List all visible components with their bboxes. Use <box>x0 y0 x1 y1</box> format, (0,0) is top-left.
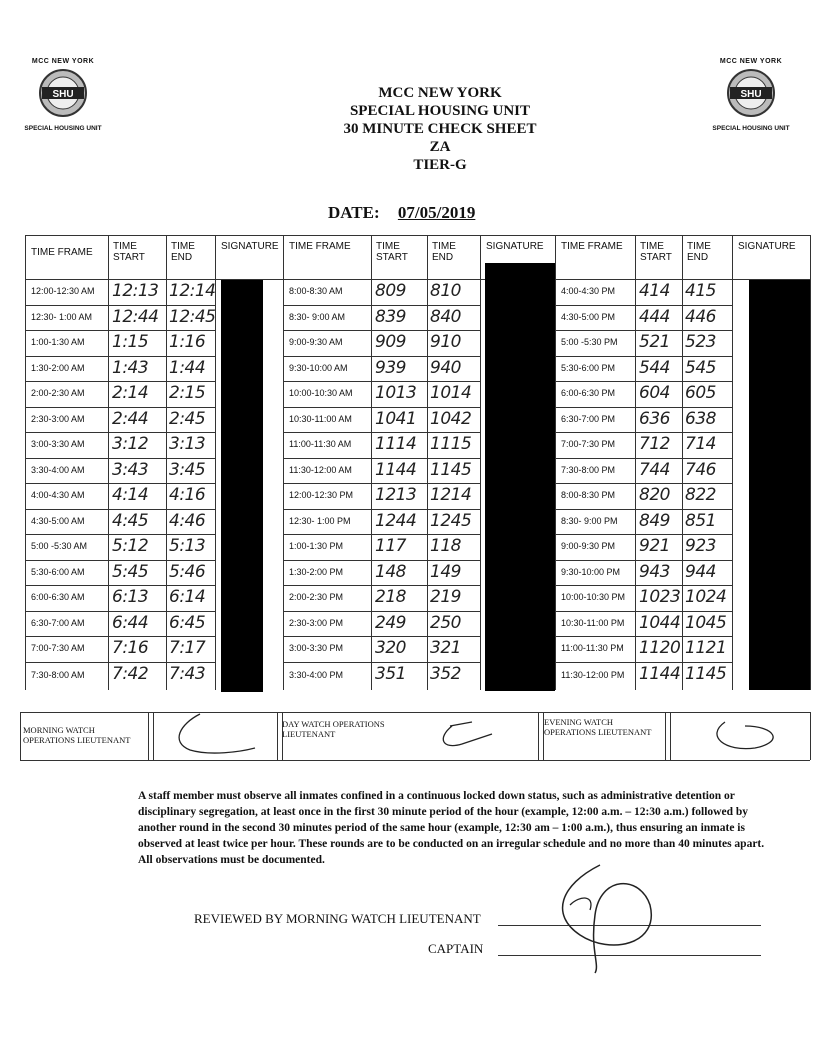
time-frame-cell: 3:30-4:00 AM <box>31 465 85 475</box>
table-row-line <box>555 534 732 535</box>
time-frame-cell: 7:00-7:30 AM <box>31 643 85 653</box>
table-vertical-line <box>283 235 284 690</box>
time-frame-cell: 3:00-3:30 AM <box>31 439 85 449</box>
table-row-line <box>283 636 480 637</box>
time-start-cell: 7:42 <box>112 664 149 684</box>
time-end-cell: 7:17 <box>169 638 206 658</box>
column-header-time-start: TIME START <box>376 241 408 263</box>
logo-left-bottom-text: SPECIAL HOUSING UNIT <box>24 125 102 132</box>
time-end-cell: 7:43 <box>169 664 206 684</box>
time-frame-cell: 10:30-11:00 AM <box>289 414 352 424</box>
column-header-time-start: TIME START <box>113 241 145 263</box>
column-header-time-end: TIME END <box>687 241 711 263</box>
time-start-cell: 712 <box>639 434 670 454</box>
time-start-cell: 1120 <box>639 638 681 658</box>
table-row-line <box>283 381 480 382</box>
time-start-cell: 6:13 <box>112 587 149 607</box>
time-start-cell: 921 <box>639 536 670 556</box>
time-end-cell: 219 <box>430 587 461 607</box>
time-end-cell: 1121 <box>685 638 727 658</box>
time-end-cell: 1014 <box>430 383 472 403</box>
table-row-line <box>283 611 480 612</box>
table-vertical-line <box>108 235 109 690</box>
document-header <box>250 84 630 174</box>
time-start-cell: 909 <box>375 332 406 352</box>
time-frame-cell: 10:30-11:00 PM <box>561 618 625 628</box>
table-row-line <box>25 636 215 637</box>
time-frame-cell: 11:30-12:00 PM <box>561 670 625 680</box>
column-header-time-end: TIME END <box>171 241 195 263</box>
time-end-cell: 12:45 <box>169 307 216 327</box>
time-start-cell: 604 <box>639 383 670 403</box>
header-line-4: ZA <box>429 139 451 155</box>
time-frame-cell: 9:30-10:00 AM <box>289 363 348 373</box>
time-end-cell: 714 <box>685 434 716 454</box>
time-start-cell: 414 <box>639 281 670 301</box>
header-line-2: SPECIAL HOUSING UNIT <box>349 103 531 119</box>
time-start-cell: 1041 <box>375 409 417 429</box>
time-frame-cell: 10:00-10:30 PM <box>561 592 626 602</box>
table-vertical-line <box>427 235 428 690</box>
time-frame-cell: 8:30- 9:00 AM <box>289 312 346 322</box>
time-end-cell: 822 <box>685 485 716 505</box>
time-end-cell: 118 <box>430 536 461 556</box>
time-frame-cell: 2:00-2:30 PM <box>289 592 344 602</box>
logo-left <box>18 58 108 132</box>
captain-label: CAPTAIN <box>428 941 484 956</box>
time-frame-cell: 6:00-6:30 PM <box>561 388 616 398</box>
time-end-cell: 851 <box>685 511 716 531</box>
table-row-line <box>555 407 732 408</box>
time-end-cell: 6:45 <box>169 613 206 633</box>
time-frame-cell: 4:30-5:00 PM <box>561 312 616 322</box>
time-end-cell: 3:13 <box>169 434 206 454</box>
time-start-cell: 249 <box>375 613 406 633</box>
evening-watch-label: EVENING WATCH OPERATIONS LIEUTENANT <box>544 717 652 737</box>
time-frame-cell: 1:30-2:00 PM <box>289 567 344 577</box>
logo-right <box>706 58 796 132</box>
table-row-line <box>25 509 215 510</box>
watch-signoff-row <box>20 712 810 762</box>
table-vertical-line <box>810 235 811 690</box>
shu-seal-icon <box>38 68 88 118</box>
time-start-cell: 351 <box>375 664 406 684</box>
watch-bottom-line <box>20 760 810 761</box>
time-start-cell: 3:12 <box>112 434 149 454</box>
time-end-cell: 2:15 <box>169 383 206 403</box>
time-end-cell: 149 <box>430 562 461 582</box>
watch-vertical-line <box>148 712 149 760</box>
time-start-cell: 12:44 <box>112 307 159 327</box>
time-end-cell: 523 <box>685 332 716 352</box>
date-line <box>328 203 475 223</box>
time-frame-cell: 11:00-11:30 AM <box>289 439 352 449</box>
table-vertical-line <box>480 235 481 690</box>
table-row-line <box>555 560 732 561</box>
table-vertical-line <box>682 235 683 690</box>
seal-text: SHU <box>52 89 74 100</box>
time-end-cell: 923 <box>685 536 716 556</box>
watch-top-line <box>20 712 810 713</box>
time-start-cell: 544 <box>639 358 670 378</box>
table-row-line <box>283 458 480 459</box>
time-end-cell: 1115 <box>430 434 472 454</box>
redacted-signature-block <box>749 280 810 690</box>
time-start-cell: 849 <box>639 511 670 531</box>
table-row-line <box>25 356 215 357</box>
time-frame-cell: 8:30- 9:00 PM <box>561 516 618 526</box>
time-start-cell: 117 <box>375 536 406 556</box>
time-end-cell: 6:14 <box>169 587 206 607</box>
time-frame-cell: 9:00-9:30 PM <box>561 541 616 551</box>
time-start-cell: 820 <box>639 485 670 505</box>
table-vertical-line <box>555 235 556 690</box>
table-row-line <box>555 636 732 637</box>
table-row-line <box>555 458 732 459</box>
day-watch-label: DAY WATCH OPERATIONS LIEUTENANT <box>282 719 385 739</box>
reviewed-by-label: REVIEWED BY MORNING WATCH LIEUTENANT <box>194 911 481 926</box>
time-end-cell: 415 <box>685 281 716 301</box>
time-start-cell: 943 <box>639 562 670 582</box>
table-row-line <box>25 330 215 331</box>
time-start-cell: 6:44 <box>112 613 149 633</box>
instructions-paragraph: A staff member must observe all inmates confined in a continuous locked down status, such as administrative detention or disciplinary segregation, at least once in the first 30 minute period of the hour (example, 12:00 a.m. – 12:30 a.m.) followed by another round in the second 30 minutes period of the same hour (example, 12:30 am – 1:00 a.m.), thus ensuring an inmate is observed at least twice per hour. These rounds are to be conducted on an irregular schedule and no more than 40 minutes apart. All observations must be documented. <box>138 790 765 866</box>
logo-right-top-text: MCC NEW YORK <box>719 58 783 65</box>
time-end-cell: 4:46 <box>169 511 206 531</box>
table-row-line <box>283 356 480 357</box>
check-table <box>25 235 810 690</box>
time-end-cell: 1145 <box>685 664 727 684</box>
morning-watch-label: MORNING WATCH OPERATIONS LIEUTENANT <box>23 725 131 745</box>
time-end-cell: 1045 <box>685 613 727 633</box>
time-start-cell: 1244 <box>375 511 417 531</box>
time-start-cell: 2:44 <box>112 409 149 429</box>
table-row-line <box>25 432 215 433</box>
table-row-line <box>25 483 215 484</box>
time-frame-cell: 4:00-4:30 PM <box>561 286 616 296</box>
time-start-cell: 444 <box>639 307 670 327</box>
time-end-cell: 840 <box>430 307 461 327</box>
time-start-cell: 809 <box>375 281 406 301</box>
table-row-line <box>283 585 480 586</box>
time-end-cell: 1:16 <box>169 332 206 352</box>
table-row-line <box>555 330 732 331</box>
time-start-cell: 1044 <box>639 613 681 633</box>
time-frame-cell: 6:30-7:00 PM <box>561 414 616 424</box>
time-frame-cell: 2:30-3:00 AM <box>31 414 85 424</box>
time-frame-cell: 11:00-11:30 PM <box>561 643 624 653</box>
table-row-line <box>283 662 480 663</box>
table-vertical-line <box>166 235 167 690</box>
time-frame-cell: 12:00-12:30 PM <box>289 490 354 500</box>
table-vertical-line <box>635 235 636 690</box>
time-frame-cell: 6:30-7:00 AM <box>31 618 85 628</box>
time-end-cell: 250 <box>430 613 461 633</box>
watch-vertical-line <box>277 712 278 760</box>
table-row-line <box>25 560 215 561</box>
time-start-cell: 636 <box>639 409 670 429</box>
captain-signature-scribble <box>540 855 690 975</box>
evening-signature-scribble <box>705 712 815 760</box>
time-end-cell: 1024 <box>685 587 727 607</box>
table-row-line <box>25 662 215 663</box>
time-end-cell: 910 <box>430 332 461 352</box>
table-row-line <box>283 330 480 331</box>
column-header-time-end: TIME END <box>432 241 456 263</box>
table-row-line <box>25 407 215 408</box>
time-start-cell: 2:14 <box>112 383 149 403</box>
table-row-line <box>555 356 732 357</box>
time-end-cell: 940 <box>430 358 461 378</box>
table-row-line <box>283 560 480 561</box>
table-row-line <box>283 305 480 306</box>
time-frame-cell: 9:30-10:00 PM <box>561 567 621 577</box>
time-frame-cell: 8:00-8:30 AM <box>289 286 343 296</box>
table-row-line <box>283 407 480 408</box>
time-end-cell: 944 <box>685 562 716 582</box>
column-header-time-frame: TIME FRAME <box>289 241 351 252</box>
time-start-cell: 1144 <box>375 460 417 480</box>
logo-right-bottom-text: SPECIAL HOUSING UNIT <box>712 125 790 132</box>
redacted-signature-block <box>221 280 263 692</box>
header-line-1: MCC NEW YORK <box>378 85 502 101</box>
time-frame-cell: 9:00-9:30 AM <box>289 337 343 347</box>
time-end-cell: 1145 <box>430 460 472 480</box>
column-header-signature: SIGNATURE <box>738 241 796 252</box>
time-end-cell: 1:44 <box>169 358 206 378</box>
header-line-5: TIER-G <box>413 157 467 173</box>
day-signature-scribble <box>432 712 542 760</box>
table-row-line <box>555 432 732 433</box>
time-frame-cell: 8:00-8:30 PM <box>561 490 616 500</box>
watch-vertical-line <box>670 712 671 760</box>
time-end-cell: 746 <box>685 460 716 480</box>
watch-vertical-line <box>20 712 21 760</box>
time-end-cell: 352 <box>430 664 461 684</box>
table-row-line <box>555 585 732 586</box>
time-end-cell: 4:16 <box>169 485 206 505</box>
redacted-signature-block <box>485 263 555 691</box>
time-end-cell: 1245 <box>430 511 472 531</box>
table-row-line <box>25 534 215 535</box>
table-row-line <box>25 585 215 586</box>
time-start-cell: 3:43 <box>112 460 149 480</box>
time-frame-cell: 5:30-6:00 PM <box>561 363 616 373</box>
watch-vertical-line <box>665 712 666 760</box>
time-start-cell: 12:13 <box>112 281 159 301</box>
time-end-cell: 1042 <box>430 409 472 429</box>
table-row-line <box>555 483 732 484</box>
time-end-cell: 446 <box>685 307 716 327</box>
column-header-time-start: TIME START <box>640 241 672 263</box>
table-row-line <box>555 509 732 510</box>
time-frame-cell: 11:30-12:00 AM <box>289 465 352 475</box>
header-line-3: 30 MINUTE CHECK SHEET <box>343 121 537 137</box>
time-start-cell: 5:45 <box>112 562 149 582</box>
time-start-cell: 4:45 <box>112 511 149 531</box>
time-end-cell: 321 <box>430 638 461 658</box>
time-frame-cell: 2:30-3:00 PM <box>289 618 344 628</box>
table-row-line <box>283 534 480 535</box>
table-row-line <box>25 458 215 459</box>
time-end-cell: 638 <box>685 409 716 429</box>
time-start-cell: 744 <box>639 460 670 480</box>
time-frame-cell: 7:00-7:30 PM <box>561 439 616 449</box>
time-start-cell: 1:15 <box>112 332 149 352</box>
table-top-line <box>25 235 810 236</box>
time-end-cell: 545 <box>685 358 716 378</box>
morning-signature-scribble <box>160 712 270 760</box>
time-frame-cell: 3:00-3:30 PM <box>289 643 344 653</box>
table-row-line <box>25 381 215 382</box>
table-row-line <box>555 305 732 306</box>
time-start-cell: 7:16 <box>112 638 149 658</box>
date-value: 07/05/2019 <box>397 203 476 222</box>
table-vertical-line <box>215 235 216 690</box>
table-row-line <box>25 305 215 306</box>
time-frame-cell: 1:00-1:30 AM <box>31 337 85 347</box>
time-frame-cell: 5:00 -5:30 AM <box>31 541 88 551</box>
time-start-cell: 1:43 <box>112 358 149 378</box>
time-frame-cell: 12:30- 1:00 PM <box>289 516 351 526</box>
table-row-line <box>25 611 215 612</box>
time-frame-cell: 5:30-6:00 AM <box>31 567 85 577</box>
column-header-signature: SIGNATURE <box>221 241 279 252</box>
time-frame-cell: 2:00-2:30 AM <box>31 388 85 398</box>
time-end-cell: 5:13 <box>169 536 206 556</box>
time-frame-cell: 4:30-5:00 AM <box>31 516 85 526</box>
date-label: DATE: <box>328 203 380 222</box>
logo-left-top-text: MCC NEW YORK <box>31 58 95 65</box>
time-start-cell: 148 <box>375 562 406 582</box>
time-start-cell: 4:14 <box>112 485 149 505</box>
time-start-cell: 218 <box>375 587 406 607</box>
column-header-time-frame: TIME FRAME <box>31 247 93 258</box>
time-end-cell: 1214 <box>430 485 472 505</box>
time-end-cell: 5:46 <box>169 562 206 582</box>
time-frame-cell: 7:30-8:00 PM <box>561 465 616 475</box>
table-vertical-line <box>25 235 26 690</box>
column-header-time-frame: TIME FRAME <box>561 241 623 252</box>
time-frame-cell: 3:30-4:00 PM <box>289 670 344 680</box>
time-frame-cell: 5:00 -5:30 PM <box>561 337 618 347</box>
time-frame-cell: 4:00-4:30 AM <box>31 490 85 500</box>
time-start-cell: 320 <box>375 638 406 658</box>
time-end-cell: 605 <box>685 383 716 403</box>
time-start-cell: 521 <box>639 332 670 352</box>
watch-vertical-line <box>153 712 154 760</box>
time-start-cell: 5:12 <box>112 536 149 556</box>
time-end-cell: 3:45 <box>169 460 206 480</box>
time-frame-cell: 1:00-1:30 PM <box>289 541 344 551</box>
time-start-cell: 839 <box>375 307 406 327</box>
table-vertical-line <box>371 235 372 690</box>
time-end-cell: 2:45 <box>169 409 206 429</box>
time-start-cell: 1023 <box>639 587 681 607</box>
table-header-line <box>25 279 810 280</box>
time-start-cell: 939 <box>375 358 406 378</box>
table-row-line <box>283 509 480 510</box>
time-start-cell: 1013 <box>375 383 417 403</box>
time-frame-cell: 10:00-10:30 AM <box>289 388 353 398</box>
table-row-line <box>555 611 732 612</box>
table-row-line <box>555 662 732 663</box>
time-frame-cell: 6:00-6:30 AM <box>31 592 85 602</box>
table-row-line <box>283 432 480 433</box>
time-frame-cell: 1:30-2:00 AM <box>31 363 85 373</box>
time-frame-cell: 7:30-8:00 AM <box>31 670 85 680</box>
time-end-cell: 810 <box>430 281 461 301</box>
shu-seal-icon <box>726 68 776 118</box>
time-end-cell: 12:14 <box>169 281 216 301</box>
seal-text: SHU <box>740 89 762 100</box>
column-header-signature: SIGNATURE <box>486 241 544 252</box>
time-start-cell: 1144 <box>639 664 681 684</box>
time-start-cell: 1213 <box>375 485 417 505</box>
table-row-line <box>555 381 732 382</box>
table-row-line <box>283 483 480 484</box>
table-vertical-line <box>732 235 733 690</box>
time-frame-cell: 12:30- 1:00 AM <box>31 312 93 322</box>
time-start-cell: 1114 <box>375 434 417 454</box>
time-frame-cell: 12:00-12:30 AM <box>31 286 95 296</box>
